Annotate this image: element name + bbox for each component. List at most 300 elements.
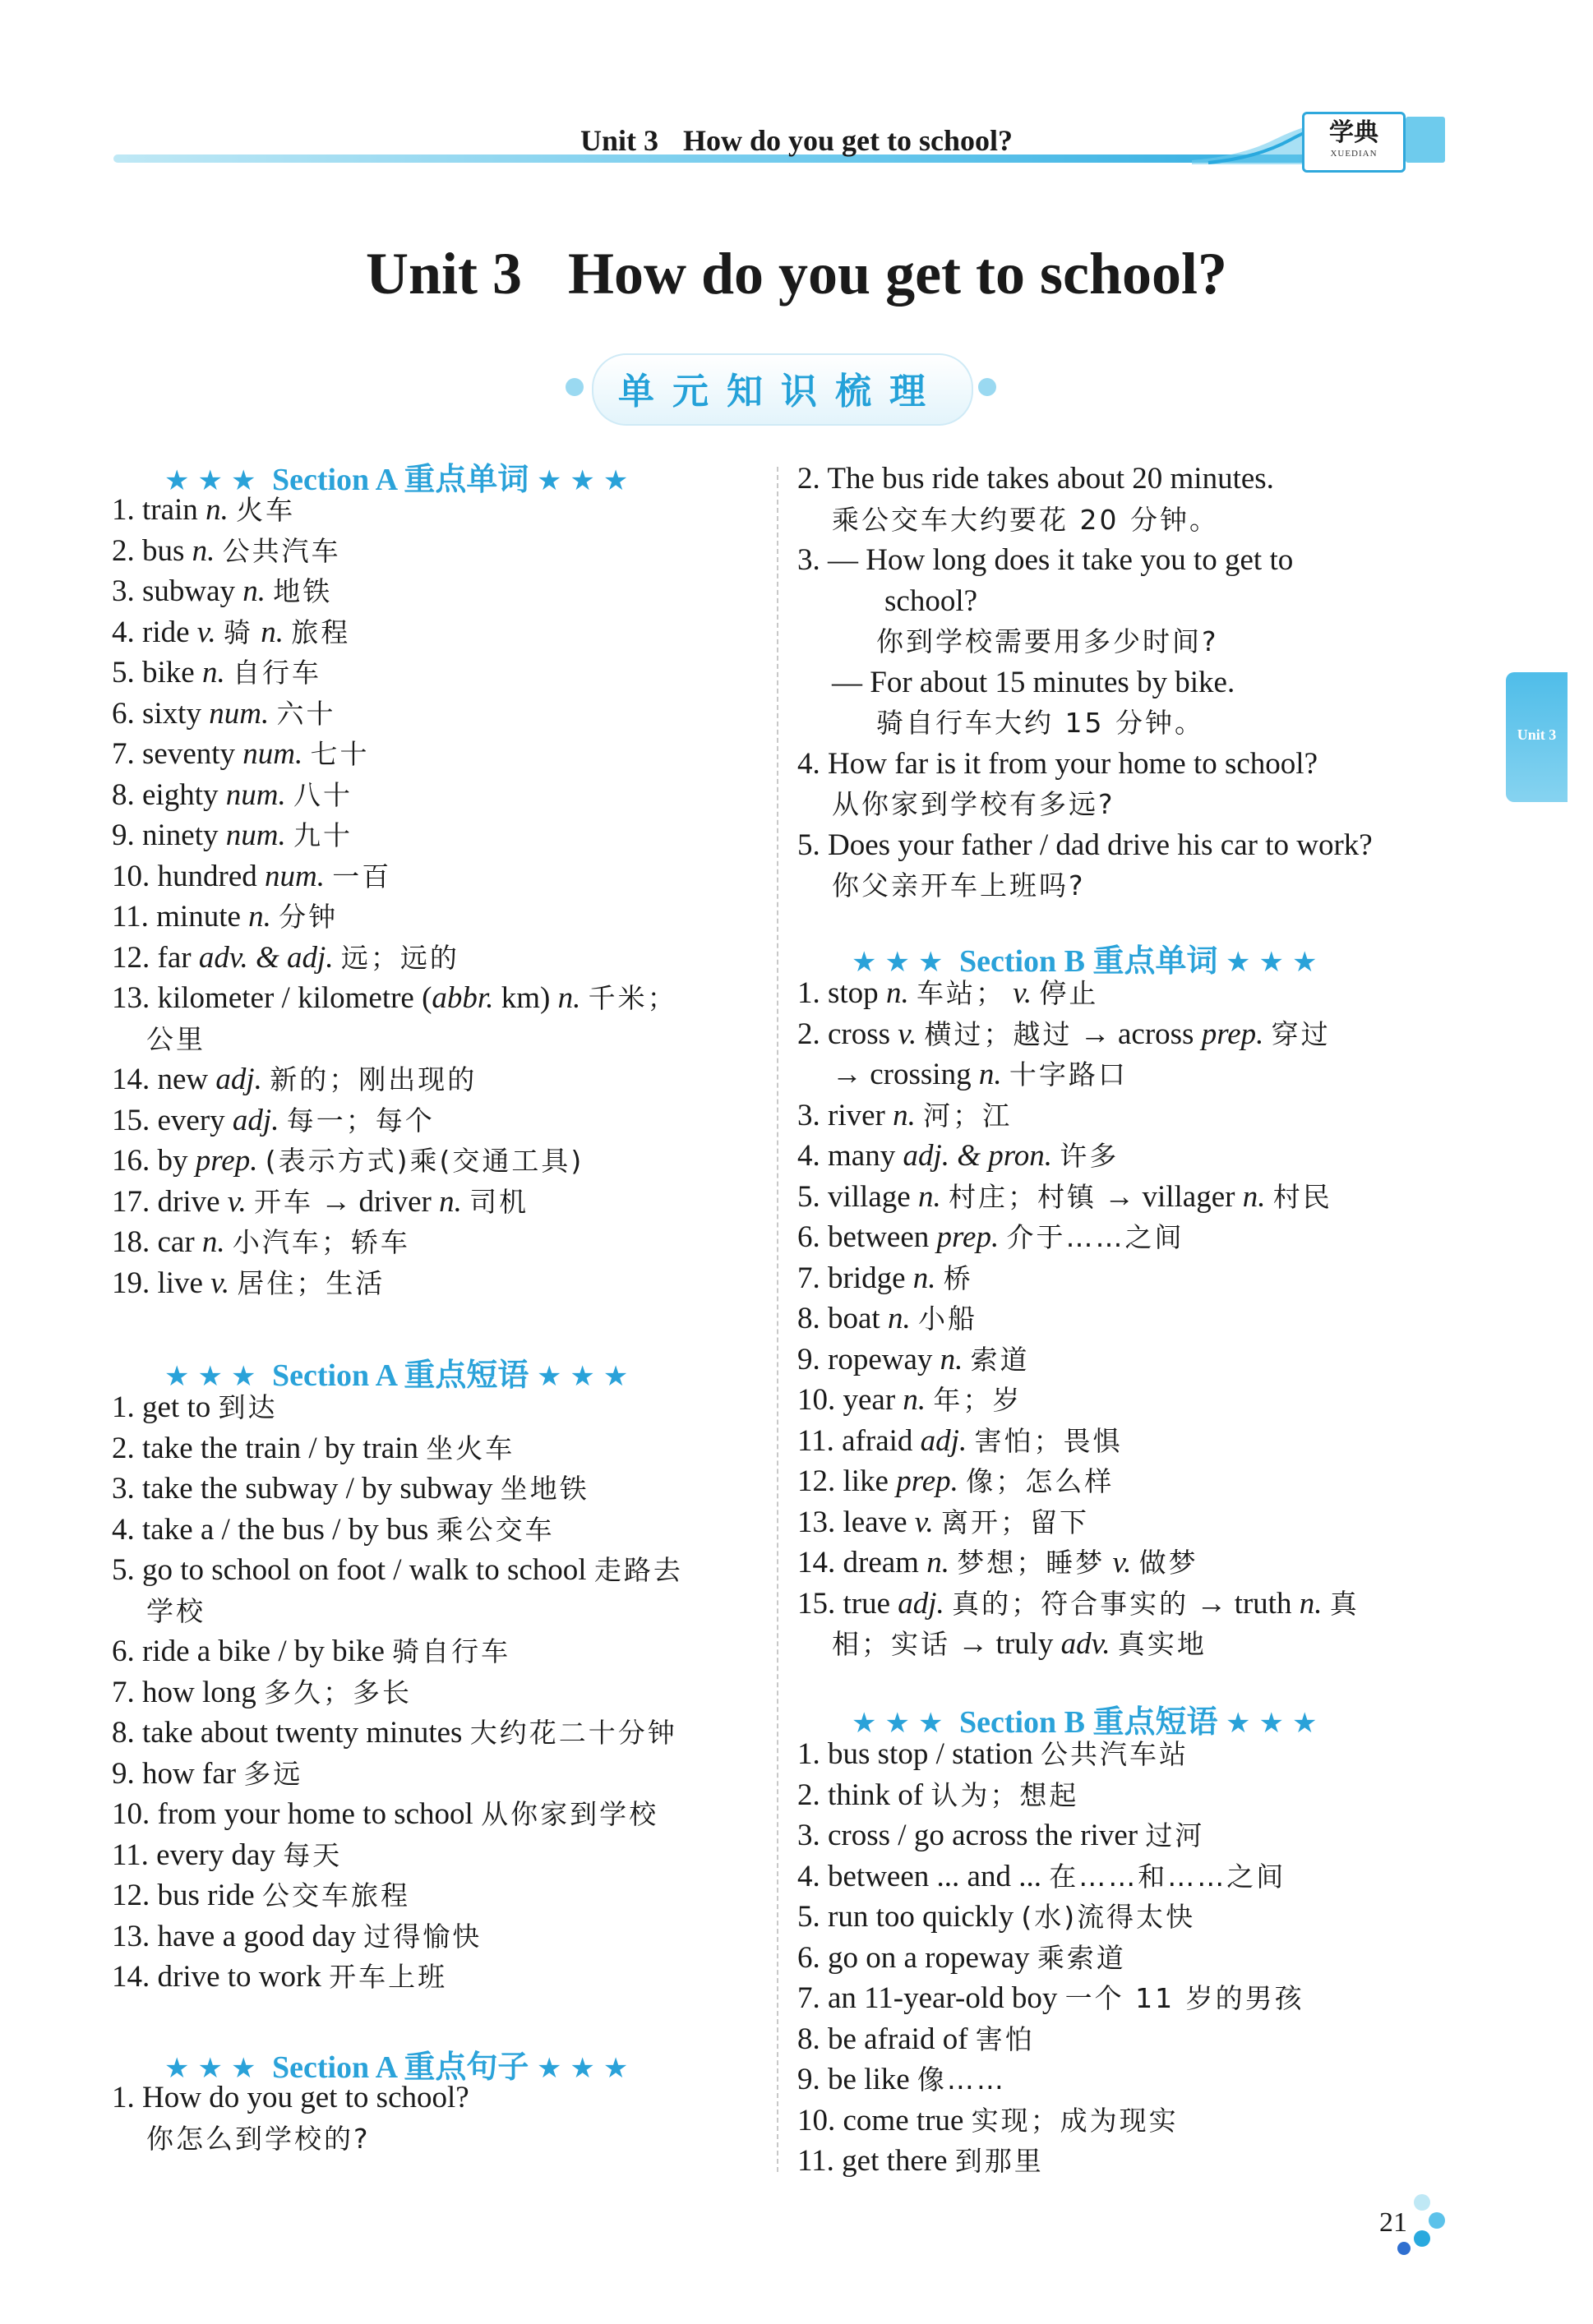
vocab-word: drive (157, 1184, 220, 1219)
item-number: 3. (797, 1819, 820, 1852)
item-number: 5. (797, 828, 820, 862)
logo-tab-decoration (1406, 117, 1445, 163)
item-number: 16. (112, 1144, 150, 1178)
item-number: 3. (112, 574, 135, 608)
vocab-item (112, 614, 350, 652)
item-number: 3. (112, 1472, 135, 1506)
sentence-translation (876, 623, 1219, 661)
chinese-meaning: 公共汽车 (222, 534, 341, 567)
vocab-word: between (828, 1220, 930, 1254)
vocab-word: minute (156, 900, 241, 934)
item-number: 11. (112, 900, 149, 934)
page-number: 21 (1379, 2207, 1407, 2238)
part-of-speech: prep. (1201, 1017, 1264, 1051)
vocab-item (797, 1423, 1122, 1460)
phrase-item (797, 1777, 1078, 1814)
sentence-item (112, 2079, 469, 2117)
page-dot-icon (1429, 2212, 1445, 2229)
chinese-meaning: 村庄；村镇 (948, 1180, 1097, 1213)
part-of-speech: v. (898, 1017, 917, 1051)
phrase-item (112, 1918, 482, 1956)
item-number: 11. (112, 1838, 149, 1872)
arrow-icon: → (832, 1058, 862, 1091)
phrase-english: have a good day (157, 1919, 356, 1953)
phrase-english: be afraid of (828, 2022, 968, 2056)
vocab-item-continued (832, 1056, 1128, 1094)
phrase-chinese: 开车上班 (329, 1961, 448, 1993)
phrase-english: get there (842, 2144, 948, 2178)
phrase-chinese: 公共汽车站 (1041, 1738, 1189, 1770)
part-of-speech: adv. & adj. (198, 940, 334, 975)
phrase-item (112, 1958, 447, 1996)
part-of-speech: n. (242, 574, 266, 608)
sentence-translation (832, 867, 1086, 905)
item-number: 5. (797, 1900, 820, 1934)
vocab-item (797, 1381, 1022, 1419)
vocab-item (112, 858, 391, 896)
vocab-item (112, 777, 353, 814)
vocab-item (112, 980, 677, 1017)
chinese-meaning: 穿过 (1271, 1017, 1331, 1050)
item-number: 5. (797, 1179, 820, 1214)
phrase-chinese: 认为；想起 (930, 1778, 1079, 1811)
vocab-word: bus (142, 533, 185, 568)
chinese-meaning: 八十 (293, 778, 353, 811)
item-number: 4. (797, 1139, 820, 1173)
chinese-meaning: 开车 (253, 1185, 313, 1218)
phrase-chinese: 一个 11 岁的男孩 (1064, 1982, 1304, 2014)
item-number: 5. (112, 1553, 135, 1587)
sentence-english: How do you get to school? (142, 2081, 469, 2114)
phrase-chinese: 过河 (1145, 1819, 1205, 1851)
vocab-word: true (843, 1586, 891, 1621)
phrase-chinese: 走路去 (593, 1554, 683, 1586)
item-number: 11. (797, 1423, 834, 1458)
vocab-word: car (157, 1225, 195, 1259)
phrase-item (797, 1858, 1286, 1896)
item-number: 8. (112, 777, 135, 812)
vocab-word: afraid (842, 1423, 913, 1458)
phrase-chinese: 坐地铁 (500, 1473, 589, 1505)
part-of-speech: n. (917, 1179, 941, 1214)
item-number: 12. (112, 940, 150, 975)
page-dot-icon (1414, 2194, 1430, 2211)
vocab-item (112, 939, 459, 977)
vocab-item (112, 1102, 435, 1140)
sentence-chinese: 你父亲开车上班吗? (832, 869, 1086, 901)
chinese-meaning: 一百 (332, 860, 392, 892)
item-number: 18. (112, 1225, 150, 1259)
vocab-word: sixty (142, 696, 201, 731)
chinese-meaning: 河；江 (923, 1099, 1013, 1132)
unit-side-tab: Unit 3 (1506, 672, 1568, 802)
chinese-meaning: 自行车 (232, 657, 321, 689)
derived-word: across (1117, 1017, 1194, 1051)
chinese-meaning: 村民 (1272, 1180, 1332, 1213)
item-number: 9. (797, 1342, 820, 1376)
chinese-meaning: 像；怎么样 (966, 1465, 1115, 1497)
item-number: 6. (112, 696, 135, 731)
part-of-speech: num. (225, 818, 286, 852)
part-of-speech: num. (225, 777, 286, 812)
arrow-icon: → (321, 1184, 352, 1219)
part-of-speech: n. (261, 615, 284, 649)
sentence-item (797, 460, 1274, 498)
sentence-chinese: 你到学校需要用多少时间? (876, 625, 1219, 657)
item-number: 19. (112, 1266, 150, 1300)
part-of-speech: adv. (1060, 1627, 1110, 1661)
part-of-speech: v. (227, 1184, 247, 1219)
phrase-item (797, 1939, 1126, 1977)
chinese-meaning: 地铁 (273, 575, 333, 607)
chinese-meaning: 梦想；睡梦 (957, 1547, 1106, 1579)
phrase-item (112, 1796, 658, 1833)
vocab-word: many (828, 1139, 896, 1173)
part-of-speech: adj. (898, 1586, 944, 1621)
vocab-item (797, 975, 1098, 1012)
phrase-item-continued (146, 1593, 205, 1630)
vocab-word: subway (142, 574, 236, 608)
logo-main-text: 学典 (1329, 119, 1378, 146)
chinese-meaning: 桥 (943, 1261, 973, 1294)
item-number: 9. (112, 1756, 135, 1791)
phrase-chinese: 骑自行车 (392, 1635, 511, 1667)
chinese-meaning: 做梦 (1138, 1547, 1198, 1579)
sentence-english: The bus ride takes about 20 minutes. (827, 462, 1274, 496)
vocab-item (797, 1300, 977, 1338)
dialogue-dash: — (828, 543, 858, 577)
part-of-speech: v. (210, 1266, 230, 1300)
chinese-meaning: 真实地 (1117, 1628, 1207, 1660)
vocab-word: ride (142, 615, 190, 649)
phrase-english: run too quickly (828, 1900, 1014, 1934)
arrow-icon: → (1079, 1017, 1110, 1051)
phrase-english: come true (843, 2103, 964, 2137)
part-of-speech: adj. (215, 1063, 262, 1096)
chinese-meaning: 离开；留下 (940, 1506, 1089, 1538)
banner-text: 单元知识梳理 (618, 371, 944, 413)
item-number: 14. (112, 1063, 150, 1096)
vocab-word: cross (828, 1017, 891, 1051)
chinese-meaning: 居住；生活 (237, 1266, 386, 1299)
item-number: 2. (112, 1431, 135, 1465)
vocab-item (112, 817, 353, 855)
chinese-meaning: 停止 (1039, 977, 1099, 1009)
item-number: 6. (797, 1220, 820, 1254)
vocab-item (112, 533, 341, 570)
part-of-speech: n. (201, 1225, 225, 1259)
item-number: 14. (797, 1546, 836, 1579)
section-heading-b-words: ★★★ Section B 重点单词 ★★★ (852, 943, 1326, 979)
phrase-chinese: 像…… (917, 2063, 1006, 2096)
derived-word: driver (358, 1184, 432, 1219)
phrase-item (112, 1470, 589, 1508)
sentence-reply (832, 664, 1235, 702)
part-of-speech: v. (1013, 976, 1032, 1010)
item-number: 6. (112, 1635, 135, 1668)
phrase-chinese: 过得愉快 (363, 1920, 483, 1953)
part-of-speech: n. (1299, 1586, 1323, 1621)
vocab-word: bike (142, 656, 195, 689)
sentence-chinese: 你怎么到学校的? (146, 2123, 371, 2155)
sentence-item (797, 745, 1318, 783)
item-number: 12. (797, 1464, 836, 1498)
vocab-word: live (157, 1266, 203, 1300)
vocab-word: dream (843, 1546, 919, 1579)
phrase-english: every day (156, 1838, 275, 1872)
sentence-continued (884, 583, 977, 620)
vocab-word: eighty (142, 777, 219, 812)
phrase-chinese: 多久；多长 (264, 1676, 412, 1708)
phrase-item (797, 2102, 1179, 2140)
section-heading-a-phrases: ★★★ Section A 重点短语 ★★★ (164, 1357, 637, 1393)
column-divider (777, 467, 778, 2172)
chinese-meaning: 骑 (223, 616, 253, 648)
chinese-meaning: 车站； (916, 977, 1005, 1009)
vocab-item (112, 491, 295, 529)
item-number: 4. (112, 615, 135, 649)
phrase-item (797, 1817, 1204, 1855)
part-of-speech: adj. (920, 1423, 967, 1458)
phrase-english: drive to work (157, 1960, 321, 1994)
vocab-item (112, 735, 370, 773)
arrow-icon: → (958, 1627, 989, 1661)
item-number: 1. (112, 493, 135, 527)
chinese-meaning: 六十 (276, 697, 336, 730)
vocab-item (112, 1224, 410, 1261)
item-number: 7. (797, 1261, 820, 1295)
item-number: 13. (797, 1505, 836, 1539)
item-number: 10. (112, 859, 150, 893)
phrase-english: from your home to school (157, 1797, 473, 1831)
phrase-english: bus ride (157, 1879, 255, 1912)
phrase-item (112, 1552, 683, 1589)
chinese-meaning: 相；实话 (832, 1628, 950, 1660)
item-number: 15. (797, 1586, 836, 1621)
phrase-english: go to school on foot / walk to school (142, 1553, 587, 1587)
part-of-speech: n. (192, 533, 215, 568)
chinese-meaning: 许多 (1060, 1140, 1120, 1172)
vocab-item-continued (146, 1021, 205, 1058)
sentence-translation (146, 2120, 371, 2158)
sentence-chinese: 骑自行车大约 15 分钟。 (876, 707, 1204, 739)
logo-sub-text: XUEDIAN (1330, 149, 1378, 159)
item-number: 4. (797, 746, 820, 781)
vocab-item (112, 1183, 529, 1221)
item-number: 1. (112, 2081, 135, 2114)
part-of-speech: num. (265, 859, 325, 893)
vocab-item (797, 1137, 1119, 1175)
vocab-word: far (157, 940, 192, 975)
chinese-meaning: 十字路口 (1009, 1058, 1128, 1091)
section-heading-b-phrases: ★★★ Section B 重点短语 ★★★ (852, 1704, 1326, 1740)
part-of-speech: n. (885, 976, 909, 1010)
part-of-speech: n. (893, 1098, 916, 1132)
phrase-chinese: 多远 (243, 1757, 303, 1790)
chinese-meaning: 远；远的 (340, 941, 459, 974)
vocab-word: bridge (828, 1261, 906, 1295)
vocab-word: ropeway (828, 1342, 933, 1376)
page-dot-icon (1414, 2230, 1430, 2247)
vocab-word: river (828, 1098, 885, 1132)
derived-word: villager (1142, 1179, 1235, 1214)
chinese-meaning: 小船 (917, 1303, 977, 1335)
item-number: 13. (112, 1919, 150, 1953)
phrase-item (797, 2021, 1035, 2059)
item-number: 7. (112, 737, 135, 771)
item-number: 9. (112, 818, 135, 852)
part-of-speech: n. (205, 493, 229, 527)
item-number: 9. (797, 2063, 820, 2096)
phrase-english: between ... and ... (828, 1859, 1041, 1893)
vocab-word: every (157, 1103, 225, 1137)
vocab-item (112, 898, 338, 936)
phrase-chinese: 坐火车 (426, 1432, 515, 1464)
item-number: 14. (112, 1960, 150, 1994)
vocab-word: train (142, 493, 198, 527)
phrase-item (797, 2061, 1006, 2099)
item-number: 8. (797, 2022, 820, 2056)
sentence-english: How long does it take you to get to (866, 543, 1294, 577)
vocab-item (112, 573, 332, 611)
vocab-word: village (828, 1179, 911, 1214)
item-number: 10. (797, 1383, 836, 1417)
chinese-meaning: 旅程 (291, 616, 351, 648)
page-title-unit: Unit 3 (365, 241, 522, 307)
chinese-meaning: 公里 (146, 1022, 205, 1055)
phrase-chinese: 实现；成为现实 (971, 2104, 1179, 2137)
phrase-english: cross / go across the river (828, 1819, 1138, 1852)
item-number: 4. (112, 1512, 135, 1547)
publisher-logo (1302, 112, 1406, 173)
phrase-chinese: 在……和……之间 (1049, 1860, 1286, 1893)
running-header-question: How do you get to school? (683, 124, 1014, 157)
part-of-speech: n. (903, 1383, 926, 1417)
item-number: 7. (112, 1675, 135, 1709)
chinese-meaning: 小汽车；轿车 (232, 1226, 410, 1258)
phrase-english: take a / the bus / by bus (142, 1512, 429, 1547)
vocab-item (112, 654, 321, 692)
sentence-english: For about 15 minutes by bike. (870, 665, 1235, 699)
sentence-chinese: 乘公交车大约要花 20 分钟。 (832, 503, 1219, 536)
vocab-item (112, 1265, 385, 1303)
item-number: 11. (797, 2144, 834, 2178)
phrase-chinese: 公交车旅程 (261, 1879, 410, 1911)
section-heading-a-sentences: ★★★ Section A 重点句子 ★★★ (164, 2049, 637, 2085)
part-of-speech: n. (201, 656, 225, 689)
chinese-meaning: 索道 (970, 1343, 1030, 1376)
phrase-chinese: 乘公交车 (436, 1513, 555, 1546)
sentence-item (797, 542, 1293, 579)
sentence-translation (876, 704, 1204, 742)
page-title (0, 240, 1593, 308)
phrase-item (112, 1511, 555, 1549)
part-of-speech: n. (557, 981, 581, 1015)
page-dot-icon (1397, 2242, 1411, 2255)
phrase-item (112, 1837, 342, 1874)
phrase-chinese: 学校 (146, 1594, 205, 1627)
phrase-english: get to (142, 1390, 211, 1424)
part-of-speech: adj. & pron. (903, 1139, 1053, 1173)
item-number: 4. (797, 1859, 820, 1893)
item-number: 8. (112, 1716, 135, 1750)
phrase-item (112, 1389, 277, 1427)
part-of-speech: v. (196, 615, 216, 649)
item-number: 1. (797, 976, 820, 1010)
item-number: 10. (112, 1797, 150, 1831)
chinese-meaning: 火车 (236, 494, 296, 526)
part-of-speech: v. (914, 1505, 934, 1539)
vocab-item (797, 1219, 1184, 1257)
vocab-item (112, 695, 335, 733)
item-number: 3. (797, 1098, 820, 1132)
phrase-chinese: 从你家到学校 (481, 1798, 659, 1830)
phrase-english: think of (828, 1778, 924, 1812)
vocab-word: ninety (142, 818, 219, 852)
vocab-item (797, 1016, 1331, 1054)
vocab-item (797, 1178, 1332, 1216)
part-of-speech: num. (242, 737, 303, 771)
phrase-item (797, 1736, 1189, 1773)
phrase-english: how far (142, 1756, 237, 1791)
vocab-item (797, 1544, 1198, 1582)
vocab-word-abbr: km) (501, 981, 551, 1015)
vocab-word: boat (828, 1302, 880, 1335)
vocab-word: leave (843, 1505, 907, 1539)
chinese-meaning: 年；岁 (933, 1384, 1023, 1416)
phrase-chinese: (水)流得太快 (1021, 1901, 1196, 1933)
item-number: 13. (112, 981, 150, 1015)
phrase-item (112, 1430, 515, 1468)
phrase-item (797, 2142, 1044, 2180)
part-of-speech: n. (940, 1342, 963, 1376)
phrase-english: bus stop / station (828, 1737, 1033, 1771)
phrase-chinese: 到那里 (954, 2145, 1044, 2177)
vocab-item (797, 1504, 1089, 1542)
item-number: 15. (112, 1103, 150, 1137)
dialogue-dash: — (832, 665, 862, 699)
vocab-word: kilometer / kilometre ( (157, 981, 432, 1015)
item-number: 5. (112, 656, 135, 689)
vocab-word: hundred (157, 859, 257, 893)
item-number: 7. (797, 1981, 820, 2015)
chinese-meaning: (表示方式)乘(交通工具) (265, 1145, 584, 1177)
sentence-chinese: 从你家到学校有多远? (832, 788, 1115, 820)
derived-word: truth (1234, 1586, 1292, 1621)
chinese-meaning: 真 (1329, 1587, 1360, 1620)
chinese-meaning: 七十 (310, 738, 370, 770)
chinese-meaning: 横过；越过 (924, 1017, 1073, 1050)
item-number: 8. (797, 1302, 820, 1335)
page-title-question: How do you get to school? (568, 241, 1228, 307)
chinese-meaning: 新的；刚出现的 (270, 1063, 478, 1095)
part-of-speech: n. (978, 1058, 1002, 1091)
vocab-item (797, 1097, 1012, 1135)
chinese-meaning: 千米； (588, 982, 677, 1014)
item-number: 1. (797, 1737, 820, 1771)
phrase-item (797, 1898, 1195, 1936)
part-of-speech: num. (209, 696, 270, 731)
item-number: 17. (112, 1184, 150, 1219)
item-number: 2. (797, 462, 820, 496)
phrase-english: be like (828, 2063, 910, 2096)
sentence-item (797, 827, 1373, 865)
abbreviation-label: abbr. (432, 981, 494, 1015)
derived-word: crossing (870, 1058, 972, 1091)
chinese-meaning: 司机 (469, 1185, 529, 1218)
item-number: 1. (112, 1390, 135, 1424)
vocab-item (112, 1061, 477, 1099)
